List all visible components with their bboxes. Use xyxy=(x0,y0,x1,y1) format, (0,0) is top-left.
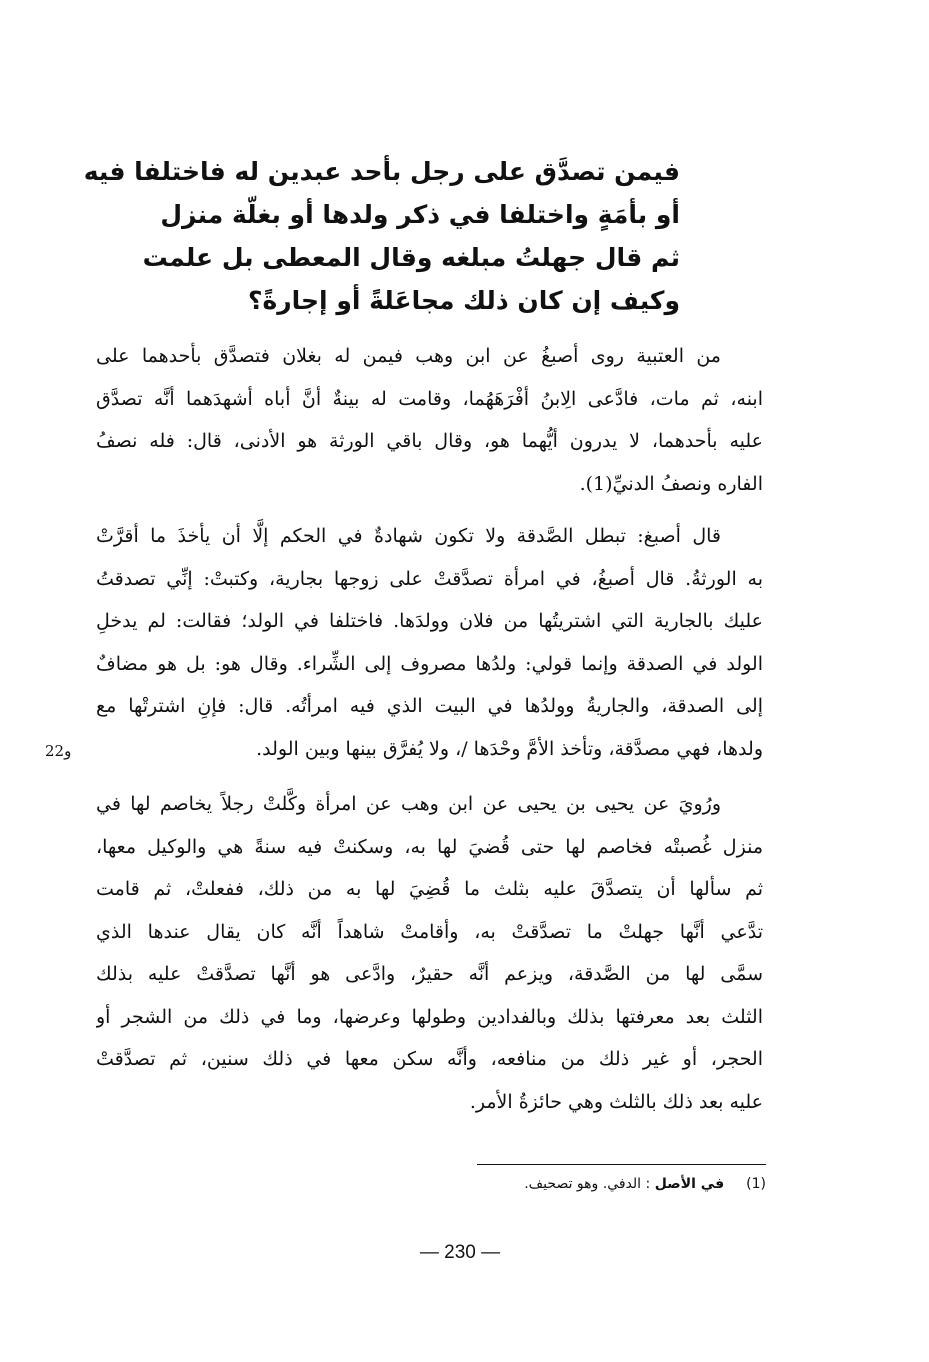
footnote-label: في الأصل xyxy=(654,1176,725,1192)
text-line: الحجر، أو غير ذلك من منافعه، وأنَّه سكن معها في ذلك سنين، ثم تصدَّقتْ xyxy=(96,1048,763,1070)
page-number: — 230 — xyxy=(419,1242,501,1263)
heading-line: ثم قال جهلتُ مبلغه وقال المعطى بل علمت xyxy=(142,243,680,272)
text-line: ورُويَ عن يحيى بن يحيى عن ابن وهب عن امرأة وكَّلتْ رجلاً يخاصم لها في xyxy=(96,793,721,815)
text-line: الولد في الصدقة وإنما قولي: ولدُها مصروف إلى الشِّراء. وقال هو: بل هو مضافٌ xyxy=(96,652,763,675)
text-line: ابنه، ثم مات، فادَّعى الِابنُ أفْرَهَهُما، وقامت له بينةٌ أنَّ أباه أشهدَهما أنَّه تصدَّق xyxy=(96,387,763,410)
text-line: الفاره ونصفُ الدنيِّ(1). xyxy=(579,472,763,495)
text-line: قال أصبغ: تبطل الصَّدقة ولا تكون شهادةٌ في الحكم إلَّا أن يأخذَ ما أقرَّتْ xyxy=(96,525,721,547)
text-line: ثم سألها أن يتصدَّقَ عليه بثلث ما قُضِيَ لها به من ذلك، ففعلتْ، ثم قامت xyxy=(96,878,763,900)
section-heading xyxy=(83,150,680,322)
text-line: الثلث بعد معرفتها بذلك وبالفدادين وطولها وعرضها، وما في ذلك من الشجر أو xyxy=(96,1005,763,1028)
text-line: عليك بالجارية التي اشتريتُها من فلان وولدَها. فاختلفا في الولد؛ فقالت: لم يدخلِ xyxy=(96,610,763,632)
footnote-separator xyxy=(477,1164,766,1165)
text-line: به الورثةُ. قال أصبغُ، في امرأة تصدَّقتْ على زوجها بجارية، وكتبتْ: إنِّي تصدقتُ xyxy=(96,567,763,590)
text-line: إلى الصدقة، والجاريةُ وولدُها في البيت الذي فيه امرأتُه. قال: فإنِ اشترتْها مع xyxy=(96,695,763,717)
text-line: عليه بعد ذلك بالثلث وهي حائزةُ الأمر. xyxy=(469,1090,763,1113)
manuscript-folio-marker: و22 xyxy=(45,742,72,760)
text-line: تدَّعي أنَّها جهلتْ ما تصدَّقتْ به، وأقامتْ شاهداً أنَّه كان يقال عندها الذي xyxy=(96,920,763,943)
text-line: عليه بأحدهما، لا يدرون أيُّهما هو، وقال باقي الورثة هو الأدنى، قال: فله نصفُ xyxy=(96,430,763,452)
heading-line: وكيف إن كان ذلك مجاعَلةً أو إجارةً؟ xyxy=(247,286,680,315)
paragraph-2 xyxy=(96,515,763,770)
text-line: منزل غُصبتْه فخاصم لها حتى قُضيَ لها به، وسكنتْ فيه سنةً هي والوكيل معها، xyxy=(96,835,763,858)
paragraph-1 xyxy=(96,335,763,505)
text-line: ولدها، فهي مصدَّقة، وتأخذ الأمَّ وحْدَها /، ولا يُفرَّق بينها وبين الولد. xyxy=(256,737,763,760)
footnote xyxy=(470,1176,766,1192)
paragraph-3 xyxy=(96,783,763,1123)
footnote-number: (1) xyxy=(746,1176,766,1192)
heading-line: فيمن تصدَّق على رجل بأحد عبدين له فاختلفا فيه xyxy=(83,157,680,186)
footnote-text: : الدفي. وهو تصحيف. xyxy=(524,1176,651,1192)
heading-line: أو بأمَةٍ واختلفا في ذكر ولدها أو بغلّة منزل xyxy=(160,200,680,229)
text-line: سمَّى لها من الصَّدقة، ويزعم أنَّه حقيرٌ، وادَّعى هو أنَّها تصدَّقتْ عليه بذلك xyxy=(96,963,763,985)
text-line: من العتبية روى أصبغُ عن ابن وهب فيمن له بغلان فتصدَّق بأحدهما على xyxy=(96,345,721,367)
